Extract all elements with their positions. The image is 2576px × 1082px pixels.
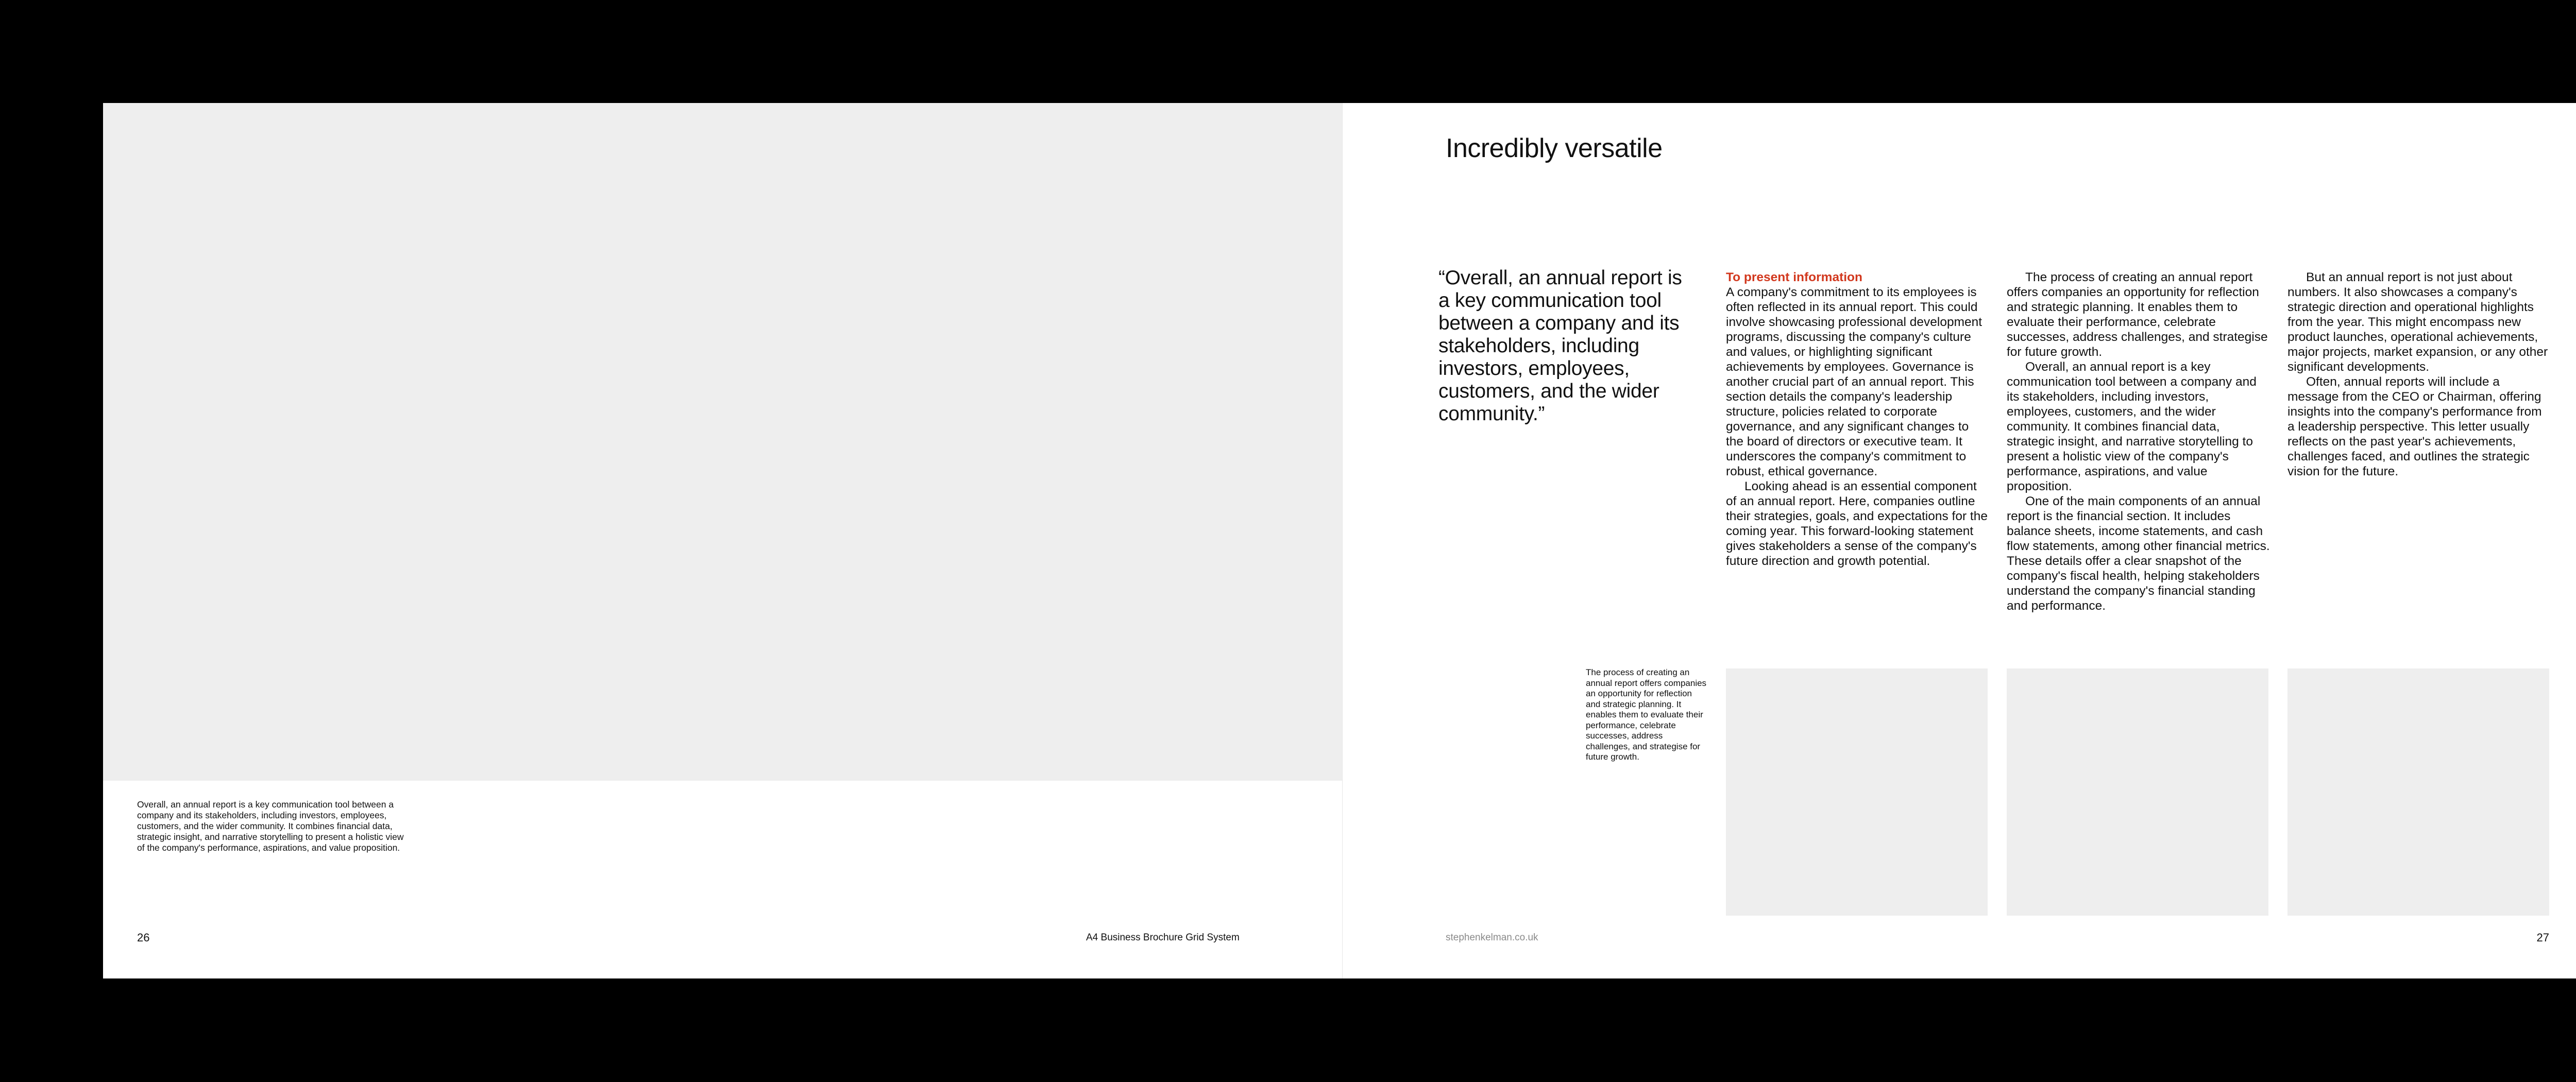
image-placeholder-3 [2287,668,2549,916]
hero-image-placeholder [103,103,1343,781]
body-paragraph: Often, annual reports will include a message from the CEO or Chairman, offering insights into the company's performance from a leadership perspective. This letter usually reflects on the past year's achievements, challenges faced, and outlines the strategic vision for the future. [2287,375,2542,478]
body-paragraph: Looking ahead is an essential component of an annual report. Here, companies outline their strategies, goals, and expectations for the coming year. This forward-looking statement gives stakeholders a sense of the company's future direction and growth potential. [1726,479,1988,568]
running-title: A4 Business Brochure Grid System [1086,932,1240,943]
right-page [1343,103,2576,978]
text-column-1 [1726,270,1990,569]
body-paragraph: A company's commitment to its employees is often reflected in its annual report. This could involve showcasing professional development programs, discussing the company's culture and values, or highlighting significant achievements by employees. Governance is another crucial part of an annual report. This section details the company's leadership structure, policies related to corporate governance, and any significant changes to the board of directors or executive team. It underscores the company's commitment to robust, ethical governance. [1726,285,1982,478]
column-subhead: To present information [1726,270,1862,284]
body-paragraph: But an annual report is not just about numbers. It also showcases a company's strategic direction and operational highlights from the year. This might encompass new product launches, operational achievements, major projects, market expansion, or any other significant developments. [2287,270,2548,374]
body-paragraph: One of the main components of an annual report is the financial section. It includes balance sheets, income statements, and cash flow statements, among other financial metrics. These details offer a clear snapshot of the company's fiscal health, helping stakeholders understand the company's financial standing and performance. [2007,494,2270,613]
image-placeholder-2 [2007,668,2268,916]
footer-url: stephenkelman.co.uk [1446,932,1538,943]
page-number-left: 26 [137,931,150,944]
brochure-spread [103,103,2576,978]
image-caption: Overall, an annual report is a key communication tool between a company and its stakeholders, including investors, employees, customers, and the wider community. It combines financial data, strategic insight, and narrative storytelling to present a holistic view of the company's performance, aspirations, and value proposition. [137,799,404,853]
text-column-3 [2287,270,2551,479]
page-title: Incredibly versatile [1446,133,1663,163]
left-page [103,103,1343,978]
side-caption: The process of creating an annual report offers companies an opportunity for reflection and strategic planning. It enables them to evaluate their performance, celebrate successes, address challenges, and strategise for future growth. [1586,667,1707,762]
pull-quote: “Overall, an annual report is a key communication tool between a company and its stakeholders, including investors, employees, customers, and the wider community.” [1438,267,1682,425]
text-column-2 [2007,270,2270,613]
image-placeholder-1 [1726,668,1988,916]
body-paragraph: The process of creating an annual report offers companies an opportunity for reflection and strategic planning. It enables them to evaluate their performance, celebrate successes, address challenges, and strategise for future growth. [2007,270,2268,359]
page-number-right: 27 [2536,931,2549,944]
body-paragraph: Overall, an annual report is a key communication tool between a company and its stakeholders, including investors, employees, customers, and the wider community. It combines financial data, strategic insight, and narrative storytelling to present a holistic view of the company's performance, aspirations, and value proposition. [2007,360,2257,493]
